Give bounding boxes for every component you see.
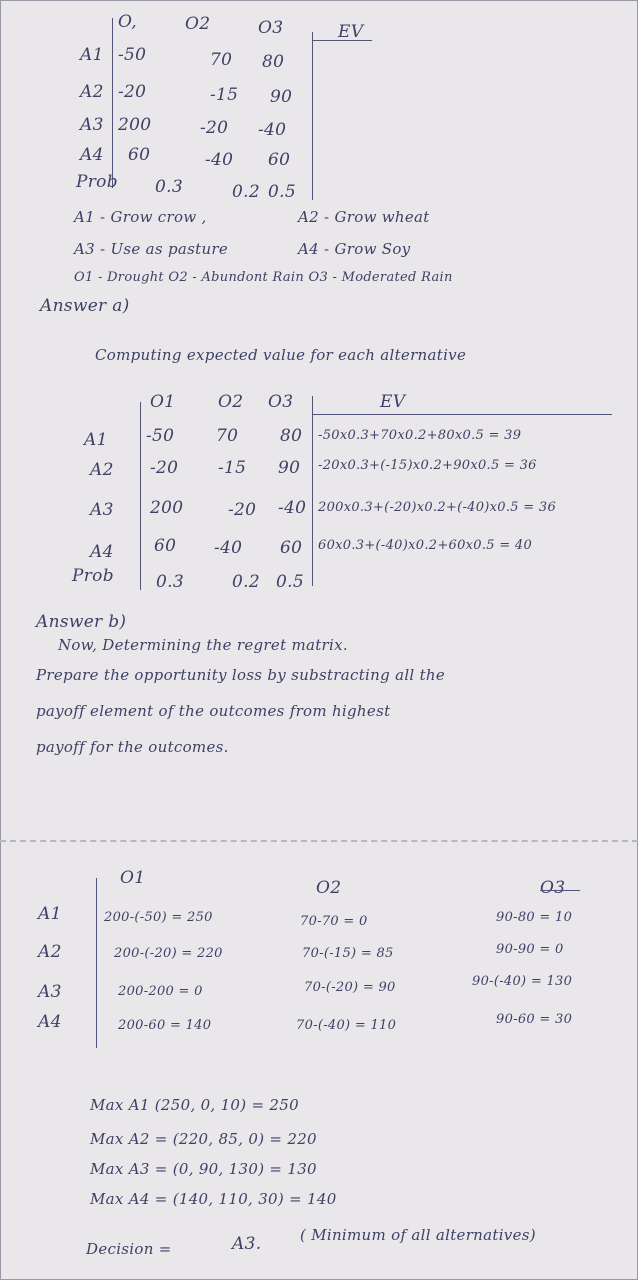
- legend-line3: O1 - Drought O2 - Abundont Rain O3 - Moderated Rain: [74, 270, 453, 285]
- page-join-divider: [0, 840, 638, 842]
- reg-a4-o3: 90-60 = 30: [496, 1012, 573, 1027]
- t1-ev-rule: [312, 40, 372, 41]
- t1-a4-o3: 60: [268, 150, 291, 170]
- ta-a4-ev: 60x0.3+(-40)x0.2+60x0.5 = 40: [318, 538, 533, 553]
- reg-header-o3-underline: [540, 890, 580, 891]
- ta-ev-divider: [312, 396, 313, 586]
- ta-a3-o3: -40: [278, 498, 307, 518]
- answer-b-line1: Now, Determining the regret matrix.: [58, 636, 348, 654]
- reg-header-o3: O3: [540, 878, 566, 898]
- legend-line1-b: A2 - Grow wheat: [298, 208, 430, 226]
- ta-header-o1: O1: [150, 392, 176, 412]
- answer-b-line4: payoff for the outcomes.: [36, 738, 229, 756]
- reg-a1-o3: 90-80 = 10: [496, 910, 573, 925]
- reg-row-a2-label: A2: [38, 942, 62, 962]
- t1-a2-o1: -20: [118, 82, 147, 102]
- decision-label: Decision =: [86, 1240, 172, 1258]
- t1-header-o1: O,: [118, 12, 137, 32]
- ta-ev-rule: [312, 414, 612, 415]
- ta-row-divider: [140, 402, 141, 590]
- t1-ev-divider: [312, 32, 313, 200]
- answer-b-heading: Answer b): [36, 612, 127, 632]
- legend-line1-a: A1 - Grow crow ,: [74, 208, 207, 226]
- reg-header-o2: O2: [316, 878, 342, 898]
- ta-header-ev: EV: [380, 392, 406, 412]
- t1-row-a4-label: A4: [80, 145, 104, 165]
- t1-prob-o1: 0.3: [155, 177, 183, 197]
- reg-a3-o1: 200-200 = 0: [118, 984, 203, 999]
- ta-a1-ev: -50x0.3+70x0.2+80x0.5 = 39: [318, 428, 522, 443]
- t1-row-a1-label: A1: [80, 45, 104, 65]
- max-a4: Max A4 = (140, 110, 30) = 140: [90, 1190, 337, 1208]
- t1-header-ev: EV: [338, 22, 364, 42]
- ta-prob-label: Prob: [72, 566, 114, 586]
- reg-a4-o1: 200-60 = 140: [118, 1018, 212, 1033]
- reg-a1-o2: 70-70 = 0: [300, 914, 368, 929]
- ta-a1-o1: -50: [146, 426, 175, 446]
- ta-a2-o1: -20: [150, 458, 179, 478]
- ta-row-a3-label: A3: [90, 500, 114, 520]
- reg-a2-o3: 90-90 = 0: [496, 942, 564, 957]
- ta-prob-o1: 0.3: [156, 572, 184, 592]
- ta-a1-o2: 70: [216, 426, 239, 446]
- t1-row-a2-label: A2: [80, 82, 104, 102]
- answer-b-line3: payoff element of the outcomes from highest: [36, 702, 391, 720]
- legend-line2-a: A3 - Use as pasture: [74, 240, 229, 258]
- ta-row-a2-label: A2: [90, 460, 114, 480]
- t1-prob-label: Prob: [76, 172, 118, 192]
- answer-a-heading: Answer a): [40, 296, 130, 316]
- t1-a2-o3: 90: [270, 87, 293, 107]
- t1-row-divider: [112, 18, 113, 188]
- t1-a3-o2: -20: [200, 118, 229, 138]
- ta-a2-o3: 90: [278, 458, 301, 478]
- answer-a-subheading: Computing expected value for each alternative: [95, 346, 467, 364]
- reg-header-o1: O1: [120, 868, 146, 888]
- reg-a3-o2: 70-(-20) = 90: [304, 980, 396, 995]
- t1-a1-o1: -50: [118, 45, 147, 65]
- decision-note: ( Minimum of all alternatives): [300, 1226, 536, 1244]
- reg-a4-o2: 70-(-40) = 110: [296, 1018, 397, 1033]
- reg-a1-o1: 200-(-50) = 250: [104, 910, 213, 925]
- max-a2: Max A2 = (220, 85, 0) = 220: [90, 1130, 317, 1148]
- t1-header-o3: O3: [258, 18, 284, 38]
- reg-row-a1-label: A1: [38, 904, 62, 924]
- reg-a3-o3: 90-(-40) = 130: [472, 974, 573, 989]
- decision-value: A3.: [232, 1234, 262, 1254]
- t1-a1-o3: 80: [262, 52, 285, 72]
- t1-row-a3-label: A3: [80, 115, 104, 135]
- reg-row-a3-label: A3: [38, 982, 62, 1002]
- ta-prob-o3: 0.5: [276, 572, 304, 592]
- ta-prob-o2: 0.2: [232, 572, 260, 592]
- ta-a4-o2: -40: [214, 538, 243, 558]
- ta-header-o3: O3: [268, 392, 294, 412]
- t1-a3-o3: -40: [258, 120, 287, 140]
- reg-a2-o2: 70-(-15) = 85: [302, 946, 394, 961]
- ta-a1-o3: 80: [280, 426, 303, 446]
- ta-a3-ev: 200x0.3+(-20)x0.2+(-40)x0.5 = 36: [318, 500, 557, 515]
- reg-row-a4-label: A4: [38, 1012, 62, 1032]
- t1-prob-o2: 0.2: [232, 182, 260, 202]
- reg-a2-o1: 200-(-20) = 220: [114, 946, 223, 961]
- ta-a3-o1: 200: [150, 498, 184, 518]
- t1-a4-o2: -40: [205, 150, 234, 170]
- max-a3: Max A3 = (0, 90, 130) = 130: [90, 1160, 317, 1178]
- t1-header-o2: O2: [185, 14, 211, 34]
- ta-a3-o2: -20: [228, 500, 257, 520]
- t1-a2-o2: -15: [210, 85, 239, 105]
- max-a1: Max A1 (250, 0, 10) = 250: [90, 1096, 299, 1114]
- legend-line2-b: A4 - Grow Soy: [298, 240, 411, 258]
- answer-b-line2: Prepare the opportunity loss by substracting all the: [36, 666, 446, 684]
- t1-a1-o2: 70: [210, 50, 233, 70]
- t1-a4-o1: 60: [128, 145, 151, 165]
- reg-row-divider: [96, 878, 97, 1048]
- ta-a4-o1: 60: [154, 536, 177, 556]
- t1-prob-o3: 0.5: [268, 182, 296, 202]
- ta-header-o2: O2: [218, 392, 244, 412]
- ta-row-a4-label: A4: [90, 542, 114, 562]
- ta-a4-o3: 60: [280, 538, 303, 558]
- ta-a2-ev: -20x0.3+(-15)x0.2+90x0.5 = 36: [318, 458, 537, 473]
- ta-row-a1-label: A1: [84, 430, 108, 450]
- ta-a2-o2: -15: [218, 458, 247, 478]
- t1-a3-o1: 200: [118, 115, 152, 135]
